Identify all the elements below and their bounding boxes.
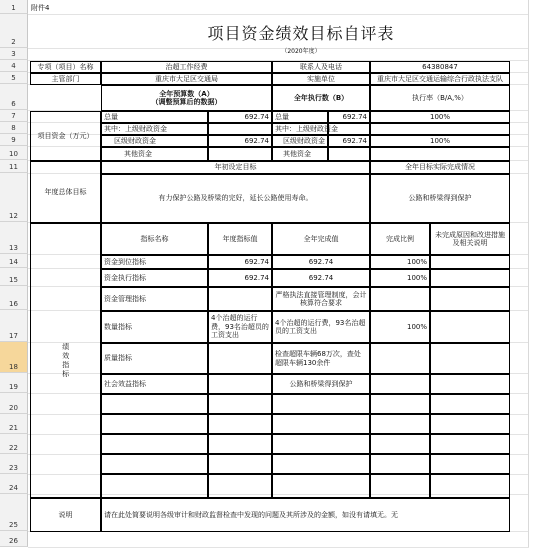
perf-row-actual[interactable]: 公路和桥梁得到保护 — [272, 374, 370, 394]
fund-row-name: 其他资金 — [101, 147, 208, 161]
fund-row-budget[interactable]: 692.74 — [208, 135, 272, 147]
perf-row-ratio[interactable]: 100% — [370, 255, 430, 269]
perf-row-actual[interactable]: 检查超限车辆68万次，查处超限车辆130余件 — [272, 343, 370, 374]
fund-row-budget[interactable] — [208, 147, 272, 161]
perf-row-name: 社会效益指标 — [101, 374, 208, 394]
perf-row-ratio[interactable] — [370, 374, 430, 394]
empty-cell[interactable] — [370, 414, 430, 434]
row-header[interactable]: 7 — [0, 110, 28, 122]
page-title: 项目资金绩效目标自评表 — [207, 24, 395, 44]
perf-label-cell — [30, 223, 101, 498]
perf-row-actual[interactable]: 692.74 — [272, 269, 370, 287]
exec-header: 全年执行数（B） — [272, 85, 370, 111]
project-name-value[interactable]: 治超工作经费 — [101, 61, 272, 73]
empty-cell[interactable] — [430, 414, 510, 434]
empty-cell[interactable] — [208, 394, 272, 414]
fund-row-name2: 总量 — [272, 111, 328, 123]
empty-cell[interactable] — [370, 434, 430, 454]
empty-cell[interactable] — [101, 474, 208, 498]
empty-cell[interactable] — [370, 474, 430, 498]
empty-cell[interactable] — [208, 414, 272, 434]
project-name-label: 专项（项目）名称 — [30, 61, 101, 73]
row-header[interactable]: 20 — [0, 393, 28, 414]
perf-row-target[interactable]: 692.74 — [208, 255, 272, 269]
perf-row-ratio[interactable] — [370, 287, 430, 311]
contact-label: 联系人及电话 — [272, 61, 370, 73]
fund-row-rate[interactable]: 100% — [370, 111, 510, 123]
row-header[interactable]: 17 — [0, 310, 28, 342]
perf-row-ratio[interactable]: 100% — [370, 269, 430, 287]
dept-label: 主管部门 — [30, 73, 101, 85]
goal-actual-text[interactable]: 公路和桥梁得到保护 — [370, 174, 510, 223]
perf-row-actual[interactable]: 4个治超的运行费，93名治超员的工资支出 — [272, 311, 370, 343]
fund-row-name2: 区级财政资金 — [272, 135, 328, 147]
empty-cell[interactable] — [208, 454, 272, 474]
grid-line — [28, 14, 529, 15]
perf-row-reason[interactable] — [430, 287, 510, 311]
row-header[interactable]: 9 — [0, 134, 28, 146]
perf-row-actual[interactable]: 严格执法直接管理制度，会计核算符合要求 — [272, 287, 370, 311]
empty-cell[interactable] — [272, 434, 370, 454]
goal-label: 年度总体目标 — [30, 161, 101, 223]
fund-row-budget[interactable] — [208, 123, 272, 135]
empty-cell[interactable] — [370, 394, 430, 414]
row-header[interactable]: 24 — [0, 474, 28, 494]
perf-row-reason[interactable] — [430, 374, 510, 394]
note-label: 说明 — [30, 498, 101, 532]
row-header[interactable]: 14 — [0, 254, 28, 268]
perf-row-name: 资金执行指标 — [101, 269, 208, 287]
row-header[interactable]: 19 — [0, 373, 28, 393]
contact-value[interactable]: 64380847 — [370, 61, 510, 73]
perf-header-reason: 未完成原因和改进措施 及相关说明 — [430, 223, 510, 255]
goal-initial-header: 年初设定目标 — [101, 161, 370, 174]
fund-row-exec[interactable]: 692.74 — [328, 111, 370, 123]
row-header[interactable]: 16 — [0, 286, 28, 310]
year-label: （2020年度） — [281, 48, 321, 56]
empty-cell[interactable] — [208, 434, 272, 454]
perf-row-ratio[interactable] — [370, 343, 430, 374]
row-header[interactable]: 4 — [0, 60, 28, 72]
perf-header-name: 指标名称 — [101, 223, 208, 255]
empty-cell[interactable] — [370, 454, 430, 474]
row-header[interactable]: 12 — [0, 173, 28, 222]
right-gutter — [528, 0, 547, 547]
rate-header: 执行率（B/A,%） — [370, 85, 510, 111]
row-header[interactable]: 5 — [0, 72, 28, 84]
impl-value[interactable]: 重庆市大足区交通运输综合行政执法支队 — [370, 73, 510, 85]
perf-header-target: 年度指标值 — [208, 223, 272, 255]
row-header[interactable]: 6 — [0, 84, 28, 110]
note-text[interactable]: 请在此处简要说明各级审计和财政监督检查中发现的问题及其所涉及的金额，如没有请填无。无 — [101, 498, 510, 532]
row-header[interactable]: 1 — [0, 0, 28, 14]
funds-label: 项目资金（万元） — [30, 111, 101, 161]
fund-row-rate[interactable]: 100% — [370, 135, 510, 147]
perf-header-ratio: 完成比例 — [370, 223, 430, 255]
empty-cell[interactable] — [101, 414, 208, 434]
perf-row-reason[interactable] — [430, 255, 510, 269]
fund-row-name: 其中：上级财政资金 — [101, 123, 208, 135]
perf-row-actual[interactable]: 692.74 — [272, 255, 370, 269]
row-header[interactable]: 3 — [0, 48, 28, 60]
empty-cell[interactable] — [272, 394, 370, 414]
row-header[interactable]: 22 — [0, 434, 28, 454]
fund-row-exec[interactable] — [328, 147, 370, 161]
attachment-label: 附件4 — [31, 4, 50, 13]
perf-row-target[interactable]: 4个治超的运行费，93名治超员的工资支出 — [208, 311, 272, 343]
empty-cell[interactable] — [272, 454, 370, 474]
row-header[interactable]: 11 — [0, 160, 28, 173]
perf-row-ratio[interactable]: 100% — [370, 311, 430, 343]
empty-cell[interactable] — [272, 474, 370, 498]
perf-row-target[interactable] — [208, 343, 272, 374]
empty-cell[interactable] — [430, 434, 510, 454]
row-header[interactable]: 15 — [0, 268, 28, 286]
row-header[interactable]: 8 — [0, 122, 28, 134]
fund-row-name2: 其他资金 — [272, 147, 328, 161]
perf-row-reason[interactable] — [430, 269, 510, 287]
empty-cell[interactable] — [101, 434, 208, 454]
budget-header: 全年预算数（A） （调整预算后的数据） — [101, 85, 272, 111]
empty-cell[interactable] — [272, 414, 370, 434]
empty-cell[interactable] — [101, 454, 208, 474]
row-header[interactable]: 25 — [0, 494, 28, 531]
perf-row-target[interactable] — [208, 287, 272, 311]
row-header[interactable]: 18 — [0, 342, 28, 373]
fund-row-rate[interactable] — [370, 123, 510, 135]
empty-cell[interactable] — [101, 394, 208, 414]
empty-cell[interactable] — [208, 474, 272, 498]
perf-row-name: 数量指标 — [101, 311, 208, 343]
row-header[interactable]: 2 — [0, 14, 28, 48]
perf-row-name: 资金管理指标 — [101, 287, 208, 311]
goal-initial-text[interactable]: 有力保护公路及桥梁的完好，延长公路使用寿命。 — [101, 174, 370, 223]
perf-label: 绩效指标 — [61, 342, 70, 379]
row-header[interactable]: 26 — [0, 531, 28, 547]
perf-row-name: 质量指标 — [101, 343, 208, 374]
goal-actual-header: 全年目标实际完成情况 — [370, 161, 510, 174]
empty-cell[interactable] — [430, 474, 510, 498]
empty-cell[interactable] — [430, 454, 510, 474]
empty-cell[interactable] — [430, 394, 510, 414]
dept-value[interactable]: 重庆市大足区交通局 — [101, 73, 272, 85]
perf-row-target[interactable]: 692.74 — [208, 269, 272, 287]
fund-row-name: 总量 — [101, 111, 208, 123]
fund-row-name2: 其中：上级财政资金 — [272, 123, 328, 135]
fund-row-exec[interactable]: 692.74 — [328, 135, 370, 147]
fund-row-rate[interactable] — [370, 147, 510, 161]
row-header[interactable]: 21 — [0, 414, 28, 434]
perf-row-reason[interactable] — [430, 343, 510, 374]
fund-row-exec[interactable] — [328, 123, 370, 135]
row-header[interactable]: 13 — [0, 222, 28, 254]
fund-row-name: 区级财政资金 — [101, 135, 208, 147]
impl-label: 实施单位 — [272, 73, 370, 85]
row-header[interactable]: 23 — [0, 454, 28, 474]
fund-row-budget[interactable]: 692.74 — [208, 111, 272, 123]
perf-header-actual: 全年完成值 — [272, 223, 370, 255]
perf-row-reason[interactable] — [430, 311, 510, 343]
perf-row-name: 资金到位指标 — [101, 255, 208, 269]
row-header[interactable]: 10 — [0, 146, 28, 160]
perf-row-target[interactable] — [208, 374, 272, 394]
